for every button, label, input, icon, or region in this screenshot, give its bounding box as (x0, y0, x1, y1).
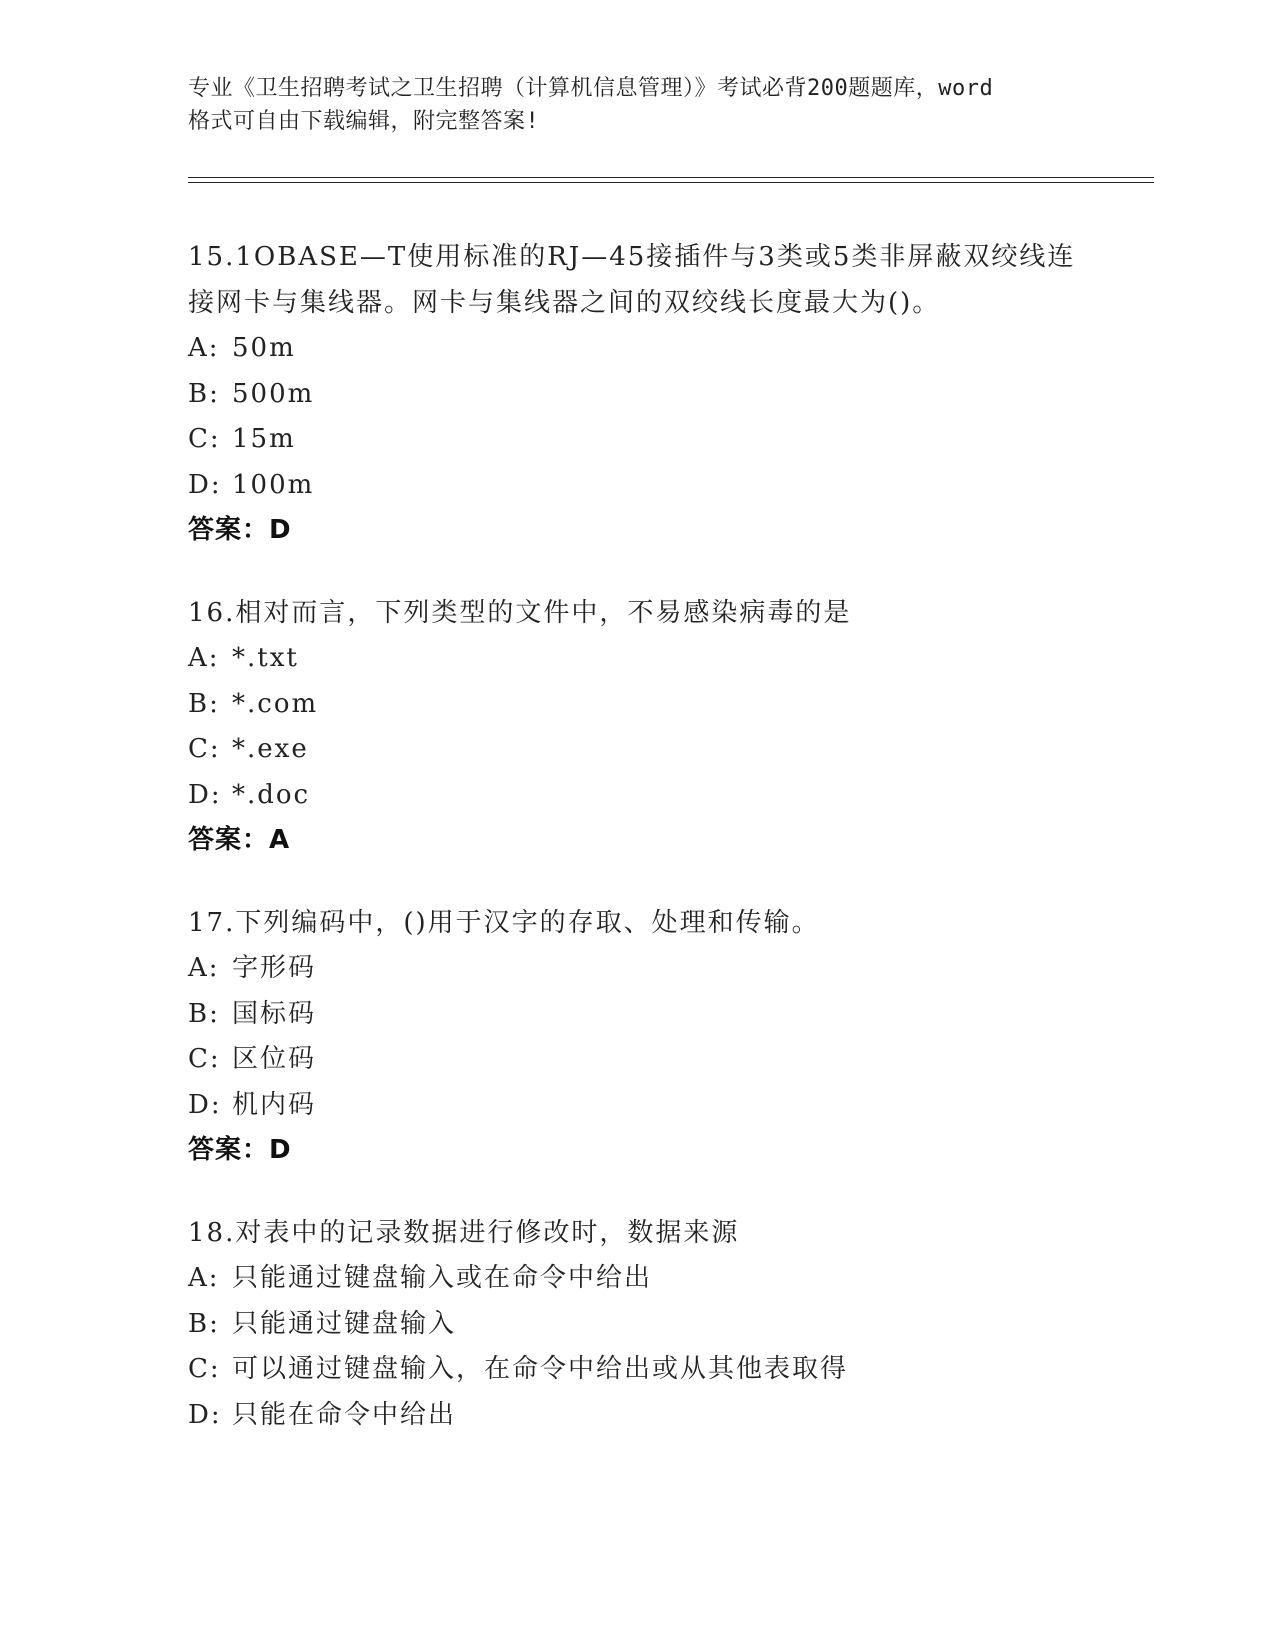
option-letter: D: (188, 779, 222, 810)
option-letter: B: (188, 378, 220, 409)
option-letter: C: (188, 1354, 221, 1384)
option-c (188, 417, 1088, 463)
option-letter: A: (188, 953, 220, 983)
option-c (188, 1037, 1088, 1083)
option-b (188, 992, 1088, 1038)
header-divider (188, 177, 1154, 183)
option-text: 15m (232, 424, 296, 454)
answer-line: 答案：A (188, 825, 291, 855)
option-text: *.doc (232, 779, 311, 810)
option-letter: C: (188, 1044, 221, 1074)
option-letter: A: (188, 333, 220, 363)
option-text: 100m (232, 469, 315, 500)
option-text: 只能通过键盘输入或在命令中给出 (232, 1263, 653, 1293)
question-17 (188, 900, 1088, 1173)
question-stem: 18.对表中的记录数据进行修改时，数据来源 (188, 1218, 740, 1248)
option-b (188, 682, 1088, 728)
option-text: 只能通过键盘输入 (232, 1308, 457, 1339)
option-text: *.txt (232, 643, 299, 673)
option-letter: B: (188, 998, 220, 1029)
option-letter: A: (188, 1263, 220, 1293)
option-b (188, 1302, 1088, 1348)
option-d (188, 773, 1088, 819)
option-text: 500m (232, 378, 315, 409)
option-letter: D: (188, 469, 222, 500)
option-text: 区位码 (232, 1044, 317, 1074)
question-18 (188, 1210, 1088, 1438)
question-stem: 16.相对而言，下列类型的文件中，不易感染病毒的是 (188, 598, 852, 628)
option-text: 字形码 (232, 953, 317, 983)
option-d (188, 463, 1088, 509)
question-16 (188, 590, 1088, 863)
option-c (188, 727, 1088, 773)
question-15 (188, 234, 1088, 553)
document-header (188, 72, 1088, 138)
option-letter: D: (188, 1399, 222, 1430)
option-text: 只能在命令中给出 (232, 1399, 457, 1430)
option-b (188, 372, 1088, 418)
question-stem: 17.下列编码中，()用于汉字的存取、处理和传输。 (188, 908, 820, 938)
header-line-2: 格式可自由下载编辑，附完整答案! (188, 109, 540, 134)
option-text: 50m (232, 333, 296, 363)
option-text: 机内码 (232, 1089, 317, 1120)
option-d (188, 1393, 1088, 1439)
option-text: *.com (232, 688, 319, 719)
answer-line: 答案：D (188, 1135, 292, 1165)
option-text: 可以通过键盘输入，在命令中给出或从其他表取得 (232, 1354, 849, 1384)
option-text: *.exe (232, 734, 309, 764)
option-d (188, 1083, 1088, 1129)
question-stem-continued: 接网卡与集线器。网卡与集线器之间的双绞线长度最大为()。 (188, 288, 941, 318)
option-letter: B: (188, 1308, 220, 1339)
option-a (188, 1256, 1088, 1302)
question-stem: 15.1OBASE—T使用标准的RJ—45接插件与3类或5类非屏蔽双绞线连 (188, 242, 1076, 272)
option-a (188, 326, 1088, 372)
option-letter: C: (188, 734, 221, 764)
option-letter: D: (188, 1089, 222, 1120)
option-letter: A: (188, 643, 220, 673)
option-a (188, 636, 1088, 682)
header-line-1: 专业《卫生招聘考试之卫生招聘（计算机信息管理）》考试必背200题题库，word (188, 76, 994, 101)
option-letter: B: (188, 688, 220, 719)
option-a (188, 946, 1088, 992)
answer-line: 答案：D (188, 515, 292, 545)
question-list (188, 234, 1088, 1475)
option-text: 国标码 (232, 998, 317, 1029)
option-c (188, 1347, 1088, 1393)
option-letter: C: (188, 424, 221, 454)
